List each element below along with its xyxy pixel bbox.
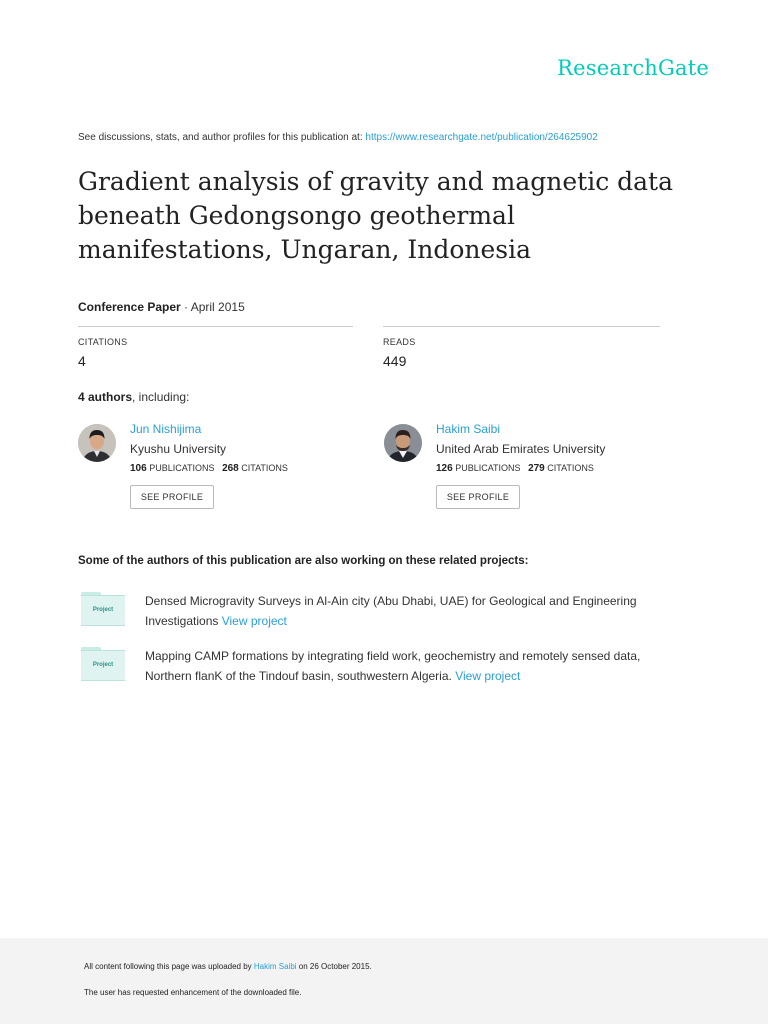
project-badge-label: Project <box>92 607 114 613</box>
discussions-text: See discussions, stats, and author profiles for this publication at: <box>78 132 366 143</box>
publications-count: 126 <box>436 463 453 474</box>
author-name-link[interactable]: Jun Nishijima <box>130 422 202 436</box>
citations-count: 4 <box>78 353 86 369</box>
author-avatar[interactable] <box>78 424 116 462</box>
title-line: beneath Gedongsongo geothermal <box>78 201 515 230</box>
view-project-link[interactable]: View project <box>221 614 287 628</box>
author-counts <box>436 463 686 474</box>
upload-notice <box>84 962 372 971</box>
author-institution: United Arab Emirates University <box>436 442 606 456</box>
author-avatar[interactable] <box>384 424 422 462</box>
upload-prefix: All content following this page was uploaded by <box>84 962 254 971</box>
publications-count: 106 <box>130 463 147 474</box>
reads-count: 449 <box>383 353 407 369</box>
project-description <box>145 591 685 631</box>
author-name-link[interactable]: Hakim Saibi <box>436 422 501 436</box>
project-folder-icon[interactable] <box>81 592 125 626</box>
publication-date: · April 2015 <box>180 300 245 314</box>
view-project-link[interactable]: View project <box>455 669 521 683</box>
author-counts <box>130 463 380 474</box>
publication-type: Conference Paper <box>78 300 181 314</box>
citations-count: 268 <box>222 463 239 474</box>
upload-suffix: on 26 October 2015. <box>296 962 372 971</box>
footer <box>0 938 768 1024</box>
see-profile-button[interactable]: SEE PROFILE <box>130 485 214 509</box>
reads-stat <box>383 326 660 376</box>
authors-count: 4 authors <box>78 390 133 404</box>
project-title: Densed Microgravity Surveys in Al-Ain city (Abu Dhabi, UAE) for Geological and Engineering Investigations <box>145 594 637 628</box>
project-item <box>78 590 678 634</box>
authors-heading-suffix: , including: <box>132 390 190 404</box>
researchgate-logo[interactable]: ResearchGate <box>557 56 709 80</box>
project-title: Mapping CAMP formations by integrating field work, geochemistry and remotely sensed data, Northern flanK of the Tindouf basin, southwestern Algeria. <box>145 649 641 683</box>
project-folder-icon[interactable] <box>81 647 125 681</box>
publication-meta <box>78 300 245 314</box>
discussions-line <box>78 132 598 143</box>
reads-label: READS <box>383 337 416 347</box>
title-line: manifestations, Ungaran, Indonesia <box>78 235 532 264</box>
citations-count: 279 <box>528 463 545 474</box>
citations-label: CITATIONS <box>78 337 128 347</box>
publication-url-link[interactable]: https://www.researchgate.net/publication/264625902 <box>365 132 598 143</box>
citations-stat <box>78 326 353 376</box>
publication-title <box>78 165 718 267</box>
project-item <box>78 645 678 689</box>
authors-heading <box>78 390 189 404</box>
enhancement-notice: The user has requested enhancement of the downloaded file. <box>84 988 302 997</box>
citations-label: CITATIONS <box>238 463 288 473</box>
publications-label: PUBLICATIONS <box>146 463 215 473</box>
uploader-link[interactable]: Hakim Saibi <box>253 962 297 971</box>
project-description <box>145 646 685 686</box>
title-line: Gradient analysis of gravity and magnetic data <box>78 167 674 196</box>
author-institution: Kyushu University <box>130 442 227 456</box>
related-projects-heading: Some of the authors of this publication are also working on these related projects: <box>78 555 529 567</box>
see-profile-button[interactable]: SEE PROFILE <box>436 485 520 509</box>
citations-label: CITATIONS <box>544 463 594 473</box>
project-badge-label: Project <box>92 662 114 668</box>
publications-label: PUBLICATIONS <box>452 463 521 473</box>
